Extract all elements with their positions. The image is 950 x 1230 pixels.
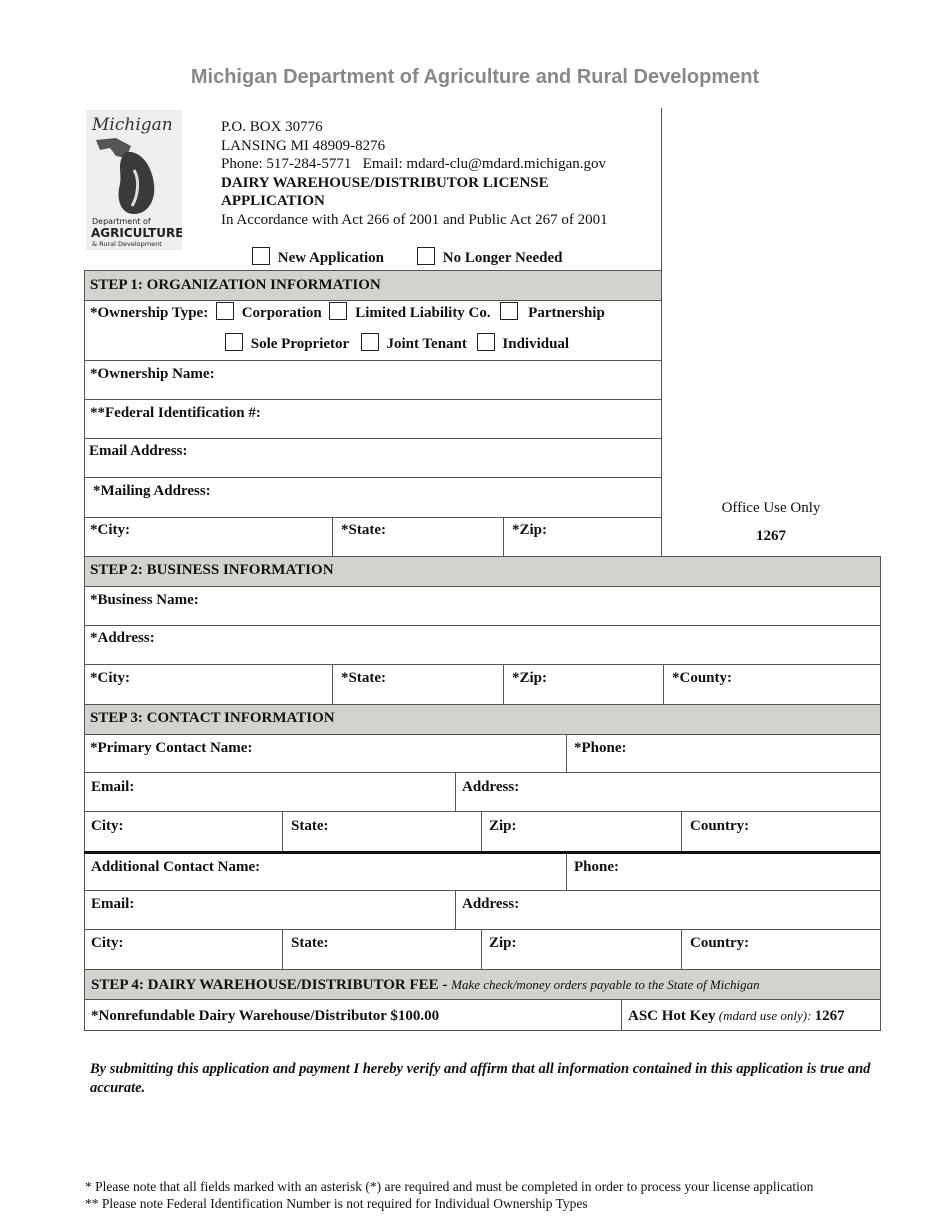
step4-heading-title: STEP 4: DAIRY WAREHOUSE/DISTRIBUTOR FEE - bbox=[91, 977, 452, 993]
fee-label: *Nonrefundable Dairy Warehouse/Distributor $100.00 bbox=[91, 1008, 440, 1024]
business-name-field[interactable]: *Business Name: bbox=[90, 592, 199, 608]
step2-state-field[interactable]: *State: bbox=[341, 670, 386, 686]
office-use-code: 1267 bbox=[756, 528, 786, 544]
primary-country-field[interactable]: Country: bbox=[690, 818, 750, 834]
partnership-label: Partnership bbox=[528, 305, 605, 321]
primary-address-field[interactable]: Address: bbox=[462, 779, 520, 795]
primary-zip-field[interactable]: Zip: bbox=[489, 818, 517, 834]
address-line-2: LANSING MI 48909-8276 bbox=[221, 137, 386, 154]
step2-city-field[interactable]: *City: bbox=[90, 670, 130, 686]
ownership-name-field[interactable]: *Ownership Name: bbox=[90, 366, 215, 382]
step1-heading: STEP 1: ORGANIZATION INFORMATION bbox=[90, 277, 381, 293]
additional-address-field[interactable]: Address: bbox=[462, 896, 520, 912]
step2-heading: STEP 2: BUSINESS INFORMATION bbox=[90, 562, 334, 578]
new-application-checkbox[interactable] bbox=[252, 247, 270, 265]
sole-proprietor-checkbox[interactable] bbox=[225, 333, 243, 351]
mdard-logo bbox=[86, 110, 182, 250]
primary-phone-field[interactable]: *Phone: bbox=[574, 740, 627, 756]
primary-state-field[interactable]: State: bbox=[291, 818, 329, 834]
joint-tenant-checkbox[interactable] bbox=[361, 333, 379, 351]
llc-checkbox[interactable] bbox=[329, 302, 347, 320]
additional-zip-field[interactable]: Zip: bbox=[489, 935, 517, 951]
additional-email-field[interactable]: Email: bbox=[91, 896, 135, 912]
corporation-checkbox[interactable] bbox=[216, 302, 234, 320]
new-application-option[interactable] bbox=[252, 247, 384, 267]
individual-label: Individual bbox=[502, 336, 570, 352]
mailing-address-field[interactable]: *Mailing Address: bbox=[93, 483, 211, 499]
joint-tenant-label: Joint Tenant bbox=[386, 336, 467, 352]
step2-county-field[interactable]: *County: bbox=[672, 670, 733, 686]
footnote-required: * Please note that all fields marked with an asterisk (*) are required and must be completed in order to process your license application bbox=[85, 1179, 814, 1194]
ownership-type-row2 bbox=[225, 333, 569, 353]
additional-city-field[interactable]: City: bbox=[91, 935, 124, 951]
step1-state-field[interactable]: *State: bbox=[341, 522, 386, 538]
email-address-field[interactable]: Email Address: bbox=[89, 443, 188, 459]
office-use-label: Office Use Only bbox=[721, 500, 821, 516]
svg-text:Department of: Department of bbox=[92, 217, 151, 226]
contact-line: Phone: 517-284-5771 Email: mdard-clu@mdard.michigan.gov bbox=[221, 156, 606, 172]
primary-city-field[interactable]: City: bbox=[91, 818, 124, 834]
divider bbox=[661, 108, 662, 556]
corporation-label: Corporation bbox=[241, 305, 322, 321]
asc-hotkey-label: ASC Hot Key bbox=[628, 1008, 716, 1024]
step3-heading: STEP 3: CONTACT INFORMATION bbox=[90, 710, 335, 726]
asc-hotkey-value: 1267 bbox=[814, 1008, 845, 1024]
svg-text:& Rural Development: & Rural Development bbox=[92, 240, 162, 248]
address-line-1: P.O. BOX 30776 bbox=[221, 119, 323, 135]
new-application-label: New Application bbox=[277, 250, 385, 266]
asc-hotkey-note: (mdard use only): bbox=[715, 1008, 815, 1023]
affirmation-statement: By submitting this application and payment I hereby verify and affirm that all information contained in this application is true and accurate. bbox=[90, 1061, 871, 1096]
asc-hotkey bbox=[628, 1008, 845, 1025]
no-longer-needed-option[interactable] bbox=[417, 247, 562, 267]
step1-city-field[interactable]: *City: bbox=[90, 522, 130, 538]
additional-phone-field[interactable]: Phone: bbox=[574, 859, 619, 875]
no-longer-needed-checkbox[interactable] bbox=[417, 247, 435, 265]
michigan-map-icon bbox=[86, 110, 182, 250]
primary-contact-name-field[interactable]: *Primary Contact Name: bbox=[90, 740, 253, 756]
section-divider bbox=[84, 851, 880, 854]
individual-checkbox[interactable] bbox=[477, 333, 495, 351]
footnote-federal-id: ** Please note Federal Identification Number is not required for Individual Ownership Types bbox=[85, 1196, 588, 1211]
additional-country-field[interactable]: Country: bbox=[690, 935, 750, 951]
svg-text:AGRICULTURE: AGRICULTURE bbox=[91, 226, 182, 240]
partnership-checkbox[interactable] bbox=[500, 302, 518, 320]
page-title: Michigan Department of Agriculture and Rural Development bbox=[190, 66, 760, 88]
additional-state-field[interactable]: State: bbox=[291, 935, 329, 951]
step4-heading bbox=[91, 977, 760, 994]
step4-heading-note: Make check/money orders payable to the State of Michigan bbox=[451, 977, 760, 992]
sole-proprietor-label: Sole Proprietor bbox=[250, 336, 349, 352]
llc-label: Limited Liability Co. bbox=[355, 305, 491, 321]
ownership-type-label: *Ownership Type: bbox=[90, 305, 209, 321]
no-longer-needed-label: No Longer Needed bbox=[442, 250, 563, 266]
primary-email-field[interactable]: Email: bbox=[91, 779, 135, 795]
step2-zip-field[interactable]: *Zip: bbox=[512, 670, 548, 686]
form-title-2: APPLICATION bbox=[221, 193, 325, 209]
business-address-field[interactable]: *Address: bbox=[90, 630, 155, 646]
ownership-type-row1 bbox=[90, 302, 605, 322]
act-line: In Accordance with Act 266 of 2001 and Public Act 267 of 2001 bbox=[221, 212, 608, 228]
additional-contact-name-field[interactable]: Additional Contact Name: bbox=[91, 859, 261, 875]
form-title-1: DAIRY WAREHOUSE/DISTRIBUTOR LICENSE bbox=[221, 174, 549, 191]
svg-text:Michigan: Michigan bbox=[92, 115, 173, 135]
step1-zip-field[interactable]: *Zip: bbox=[512, 522, 548, 538]
federal-id-field[interactable]: **Federal Identification #: bbox=[90, 405, 261, 421]
